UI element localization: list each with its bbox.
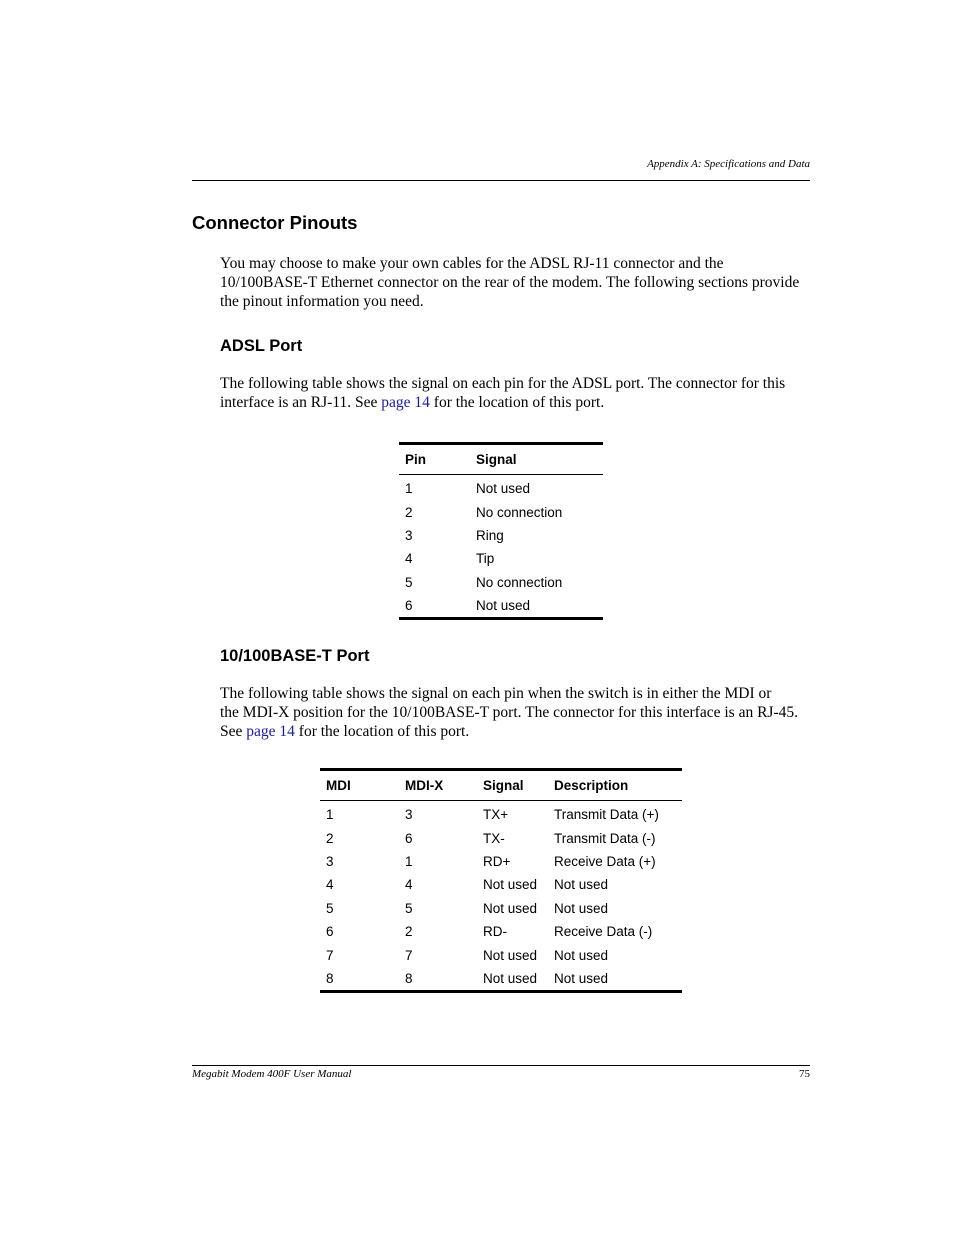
mdi-cell: 6 — [326, 924, 334, 940]
signal-cell: Not used — [470, 594, 603, 619]
table-row — [399, 571, 603, 594]
ethernet-line-3-start: See — [220, 723, 247, 740]
adsl-paragraph — [220, 374, 820, 412]
adsl-page-link[interactable]: page 14 — [381, 394, 430, 411]
column-header-pin: Pin — [399, 444, 470, 475]
mdi-cell: 3 — [326, 853, 334, 869]
table-row — [320, 826, 682, 849]
table-row — [320, 801, 682, 827]
mdi-x-cell: 4 — [405, 877, 413, 893]
footer-rule — [192, 1065, 810, 1066]
mdi-cell: 4 — [326, 877, 334, 893]
table-row — [399, 475, 603, 501]
ethernet-port-heading: 10/100BASE-T Port — [220, 647, 370, 665]
adsl-port-heading: ADSL Port — [220, 337, 303, 355]
table-row — [320, 850, 682, 873]
mdi-cell: 5 — [326, 900, 334, 916]
signal-cell: RD+ — [483, 853, 511, 869]
mdi-x-cell: 6 — [405, 830, 413, 846]
column-header-signal: Signal — [470, 444, 603, 475]
mdi-x-cell: 7 — [405, 947, 413, 963]
description-cell: Transmit Data (+) — [554, 807, 659, 823]
footer-page-number: 75 — [799, 1068, 810, 1080]
signal-cell: No connection — [476, 574, 563, 590]
mdi-cell: 1 — [326, 807, 334, 823]
adsl-pinout-table — [399, 442, 603, 620]
header-rule — [192, 180, 810, 181]
signal-cell: Ring — [476, 527, 504, 543]
ethernet-line-1: The following table shows the signal on each pin when the switch is in either the MDI or — [220, 685, 772, 702]
column-header-mdi: MDI — [320, 770, 399, 801]
table-row — [320, 920, 682, 943]
table-row — [320, 967, 682, 992]
table-row — [320, 873, 682, 896]
adsl-line-2-end: for the location of this port. — [429, 394, 605, 411]
pin-cell: 6 — [399, 594, 470, 619]
intro-paragraph — [220, 254, 820, 311]
signal-cell: Not used — [477, 967, 548, 992]
mdi-x-cell: 3 — [405, 807, 413, 823]
signal-cell: Not used — [476, 481, 531, 497]
description-cell: Not used — [554, 947, 609, 963]
signal-cell: Not used — [483, 877, 538, 893]
table-header-row — [399, 444, 603, 475]
description-cell: Transmit Data (-) — [554, 830, 656, 846]
mdi-cell: 7 — [326, 947, 334, 963]
description-cell: Not used — [548, 967, 682, 992]
table-row — [399, 500, 603, 523]
ethernet-pinout-table — [320, 768, 682, 993]
footer-manual-title: Megabit Modem 400F User Manual — [192, 1068, 352, 1080]
mdi-x-cell: 5 — [405, 900, 413, 916]
table-header-row — [320, 770, 682, 801]
table-row — [399, 594, 603, 619]
description-cell: Receive Data (+) — [554, 853, 656, 869]
pin-cell: 5 — [405, 574, 413, 590]
table-row — [399, 524, 603, 547]
column-header-signal: Signal — [477, 770, 548, 801]
mdi-x-cell: 2 — [405, 924, 413, 940]
description-cell: Receive Data (-) — [554, 924, 653, 940]
pin-cell: 2 — [405, 504, 413, 520]
signal-cell: Not used — [483, 947, 538, 963]
ethernet-page-link[interactable]: page 14 — [246, 723, 295, 740]
adsl-line-2 — [220, 393, 820, 412]
ethernet-line-3 — [220, 722, 820, 741]
ethernet-line-2: the MDI-X position for the 10/100BASE-T port. The connector for this interface is an RJ-45. — [220, 704, 798, 721]
adsl-line-2-start: interface is an RJ-11. See — [220, 394, 382, 411]
pin-cell: 4 — [405, 551, 413, 567]
signal-cell: No connection — [476, 504, 563, 520]
table-row — [399, 547, 603, 570]
signal-cell: TX+ — [483, 807, 509, 823]
mdi-cell: 8 — [320, 967, 399, 992]
adsl-line-1: The following table shows the signal on each pin for the ADSL port. The connector for this — [220, 375, 786, 392]
table-row — [320, 897, 682, 920]
mdi-x-cell: 8 — [399, 967, 477, 992]
signal-cell: Not used — [483, 900, 538, 916]
signal-cell: RD- — [483, 924, 507, 940]
signal-cell: Tip — [476, 551, 495, 567]
intro-line-1: You may choose to make your own cables for the ADSL RJ-11 connector and the — [220, 255, 724, 272]
ethernet-paragraph — [220, 684, 820, 741]
signal-cell: TX- — [483, 830, 505, 846]
column-header-description: Description — [548, 770, 682, 801]
description-cell: Not used — [554, 900, 609, 916]
intro-line-3: the pinout information you need. — [220, 293, 424, 310]
table-row — [320, 943, 682, 966]
pin-cell: 1 — [405, 481, 413, 497]
intro-line-2: 10/100BASE-T Ethernet connector on the rear of the modem. The following sections provide — [220, 274, 800, 291]
mdi-x-cell: 1 — [405, 853, 413, 869]
description-cell: Not used — [554, 877, 609, 893]
running-header: Appendix A: Specifications and Data — [647, 158, 810, 170]
pin-cell: 3 — [405, 527, 413, 543]
column-header-mdi-x: MDI-X — [399, 770, 477, 801]
mdi-cell: 2 — [326, 830, 334, 846]
ethernet-line-3-end: for the location of this port. — [294, 723, 470, 740]
page-title: Connector Pinouts — [192, 212, 358, 233]
